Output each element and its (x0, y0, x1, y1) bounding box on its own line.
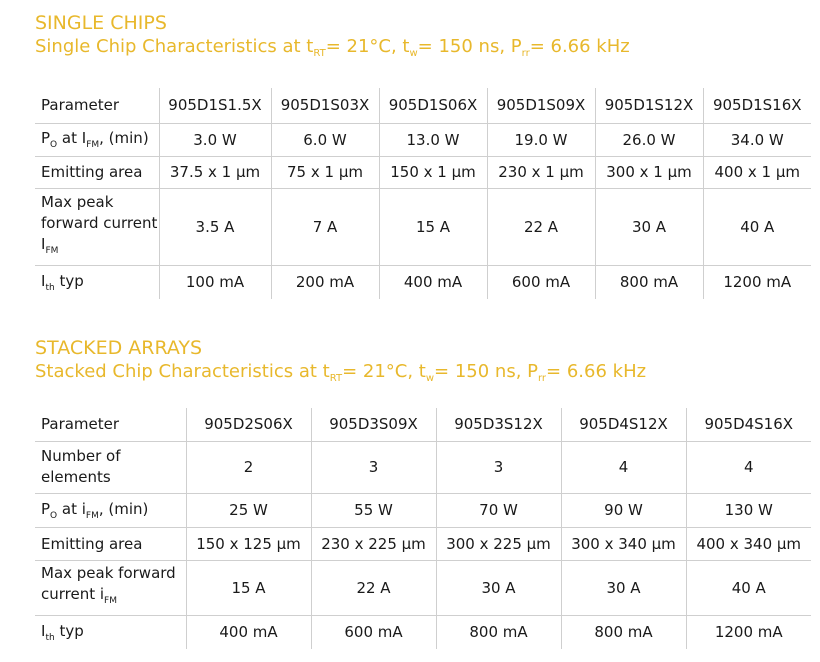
column-header: 905D3S09X (311, 408, 436, 441)
table-cell: 600 mA (487, 265, 595, 299)
row-label: Number of elements (35, 441, 186, 493)
row-label: Emitting area (35, 527, 186, 560)
table-cell: 90 W (561, 493, 686, 527)
table-row (35, 615, 811, 649)
table-cell: 300 x 340 µm (561, 527, 686, 560)
row-label: $I_{th}$ typ (35, 615, 186, 649)
table-row (35, 188, 811, 265)
stacked-arrays-table (35, 408, 811, 649)
table-cell: 75 x 1 µm (271, 156, 379, 188)
table-cell: 4 (686, 441, 811, 493)
table-cell: 400 x 340 µm (686, 527, 811, 560)
table-cell: 7 A (271, 188, 379, 265)
table-cell: 400 mA (379, 265, 487, 299)
table-cell: 300 x 225 µm (436, 527, 561, 560)
table-cell: 25 W (186, 493, 311, 527)
row-label: $P_O$ at $i_{FM}$, (min) (35, 493, 186, 527)
table-cell: 800 mA (436, 615, 561, 649)
table-cell: 3 (311, 441, 436, 493)
column-header: 905D1S06X (379, 88, 487, 123)
table-cell: 800 mA (561, 615, 686, 649)
table-cell: 150 x 1 µm (379, 156, 487, 188)
table-cell: 100 mA (159, 265, 271, 299)
table-row (35, 441, 811, 493)
table-cell: 1200 mA (714, 623, 783, 642)
table-cell: 200 mA (271, 265, 379, 299)
table-cell: 15 A (379, 188, 487, 265)
table-cell: 230 x 1 µm (487, 156, 595, 188)
table-cell: 30 A (595, 188, 703, 265)
row-label: Max peak forward current $I_{FM}$ (35, 188, 159, 265)
table-cell: 3 (436, 441, 561, 493)
column-header: 905D1S09X (487, 88, 595, 123)
table-cell: 40 A (686, 560, 811, 615)
column-header: 905D1S16X (703, 88, 811, 123)
row-label: $I_{th}$ typ (35, 265, 159, 299)
column-header: 905D4S16X (686, 408, 811, 441)
table-cell: 130 W (686, 493, 811, 527)
stacked-arrays-subheading: Stacked Chip Characteristics at $t_{RT}= 21^\circ C$, $t_w= 150$ ns, $P_{rr}= 6.66$ kHz (35, 361, 647, 384)
table-cell: 230 x 225 µm (311, 527, 436, 560)
table-cell: 150 x 125 µm (186, 527, 311, 560)
table-row (35, 408, 811, 441)
table-cell: 37.5 x 1 µm (159, 156, 271, 188)
table-cell: 19.0 W (487, 123, 595, 156)
table-row (35, 527, 811, 560)
table-cell: 22 A (311, 560, 436, 615)
table-cell: 26.0 W (595, 123, 703, 156)
table-cell: 2 (186, 441, 311, 493)
table-cell: 15 A (186, 560, 311, 615)
table-cell: 13.0 W (379, 123, 487, 156)
table-cell: 30 A (436, 560, 561, 615)
param-header: Parameter (35, 88, 159, 123)
column-header: 905D3S12X (436, 408, 561, 441)
table-cell: 30 A (561, 560, 686, 615)
column-header: 905D2S06X (186, 408, 311, 441)
row-label: $P_O$ at $I_{FM}$, (min) (35, 123, 159, 156)
table-cell: 4 (561, 441, 686, 493)
table-row (35, 265, 811, 299)
table-row (35, 88, 811, 123)
param-header: Parameter (35, 408, 186, 441)
stacked-arrays-heading: STACKED ARRAYS (35, 337, 203, 359)
table-cell: 3.0 W (159, 123, 271, 156)
column-header: 905D1S03X (271, 88, 379, 123)
single-chips-table (35, 88, 811, 299)
table-cell: 3.5 A (159, 188, 271, 265)
table-cell: 6.0 W (271, 123, 379, 156)
table-cell: 40 A (703, 188, 811, 265)
row-label: Emitting area (35, 156, 159, 188)
table-cell: 800 mA (595, 265, 703, 299)
row-label: Max peak forward current $i_{FM}$ (35, 560, 186, 615)
table-cell: 600 mA (311, 615, 436, 649)
table-row (35, 156, 811, 188)
column-header: 905D1S1.5X (159, 88, 271, 123)
single-chips-subheading: Single Chip Characteristics at $t_{RT}= 21^\circ C$, $t_w= 150$ ns, $P_{rr}= 6.66$ kHz (35, 36, 630, 59)
table-cell: 55 W (311, 493, 436, 527)
table-cell: 300 x 1 µm (595, 156, 703, 188)
table-cell: 34.0 W (703, 123, 811, 156)
table-cell: 22 A (487, 188, 595, 265)
table-cell: 70 W (436, 493, 561, 527)
table-row (35, 560, 811, 615)
column-header: 905D4S12X (561, 408, 686, 441)
table-row (35, 123, 811, 156)
table-cell: 1200 mA (723, 273, 792, 292)
table-row (35, 493, 811, 527)
table-cell: 400 mA (186, 615, 311, 649)
column-header: 905D1S12X (595, 88, 703, 123)
single-chips-heading: SINGLE CHIPS (35, 12, 167, 34)
table-cell: 400 x 1 µm (703, 156, 811, 188)
